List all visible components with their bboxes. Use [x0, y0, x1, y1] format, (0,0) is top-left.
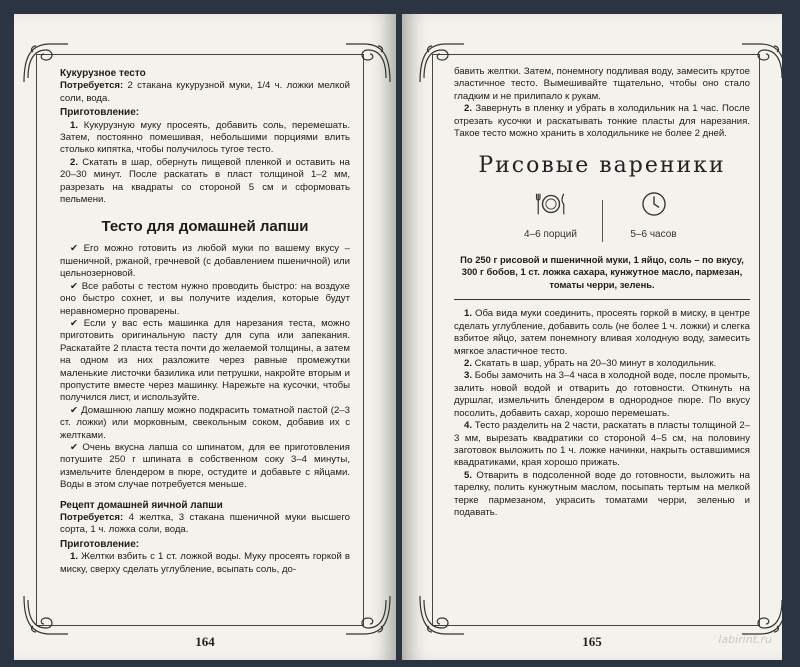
step-text: Скатать в шар, обернуть пищевой пленкой и оставить на 20–30 минут. После раскатать в пласт толщиной 1–2 мм, разрезать на квадраты со стороной 5 см и сформовать пельмени. [60, 156, 350, 206]
prep-label: Приготовление: [60, 538, 140, 550]
time-text: 5–6 часов [630, 229, 677, 241]
step-paragraph [454, 370, 750, 420]
need-label: Потребуется: [60, 80, 124, 92]
time-block [609, 187, 699, 242]
step-number: 1. [70, 119, 79, 131]
clock-icon [637, 187, 671, 221]
right-page-content [454, 66, 750, 519]
corner-ornament-icon [416, 592, 464, 640]
corner-ornament-icon [20, 592, 68, 640]
step-paragraph [454, 470, 750, 520]
portions-text: 4–6 порций [524, 229, 577, 241]
step-text: Бобы замочить на 3–4 часа в холодной воде, после промыть, залить новой водой и отварить до готовности. Откинуть на дуршлаг, измельчить блендером в однородное пюре. По вкусу посолить, добавить сахар, хорошо перемешать. [454, 370, 750, 419]
step-text: Желтки взбить с 1 ст. ложкой воды. Муку просеять горкой в миску, сверху сделать углубление, всыпать соль, до- [60, 551, 350, 575]
recipe-meta [454, 187, 750, 242]
step-number: 1. [464, 308, 473, 320]
step-number: 4. [464, 420, 473, 432]
step-paragraph [60, 157, 350, 207]
step-text: Тесто разделить на 2 части, раскатать в пласты толщиной 2–3 мм, вырезать квадратики со стороной 4–5 см, на половину заготовок выложить по 1 ч. ложке начинки, накрыть оставшимися квадратиками, края хорошо прижать. [454, 420, 750, 469]
step-paragraph [454, 358, 750, 370]
corner-ornament-icon [346, 38, 394, 86]
step-paragraph [454, 420, 750, 470]
section-title: Тесто для домашней лапши [101, 218, 309, 236]
step-text: Оба вида муки соединить, просеять горкой в миску, в центре сделать углубление, добавить соль (не более 1 ч. ложки) и слегка взбитое яйцо, затем понемногу вливая холодную воду, замесить мягкое эластичное тесто. [454, 308, 750, 357]
right-page [402, 14, 782, 660]
recipe-title: Рисовые вареники [478, 153, 726, 179]
tip-paragraph: ✔ Все работы с тестом нужно проводить быстро: на воздухе оно быстро сохнет, и вы получите изделия, которые будут неравномерно проварены. [60, 280, 350, 317]
left-page-content [60, 66, 350, 576]
step-number: 1. [70, 551, 79, 563]
portions-block [506, 187, 596, 242]
left-page [14, 14, 396, 660]
step-paragraph [60, 120, 350, 157]
recipe-heading: Рецепт домашней яичной лапши [60, 499, 223, 511]
corner-ornament-icon [346, 592, 394, 640]
ingredients-paragraph [60, 512, 350, 537]
step-number: 2. [464, 103, 473, 115]
step-number: 2. [464, 358, 473, 370]
step-text: Завернуть в пленку и убрать в холодильник на 1 час. После отрезать кусочки и раскатывать тонкие пласты для нарезания. Такое тесто можно хранить в холодильнике не более 2 дней. [454, 103, 750, 140]
need-label: Потребуется: [60, 512, 124, 523]
step-paragraph [454, 103, 750, 140]
step-text: Кукурузную муку просеять, добавить соль, перемешать. Затем, постоянно помешивая, небольшими порциями влить столько кипятка, чтобы получилось тугое тесто. [60, 119, 350, 156]
meta-divider [602, 200, 603, 242]
continued-paragraph: бавить желтки. Затем, понемногу подливая воду, замесить крутое эластичное тесто. Вымешивайте тщательно, чтобы оно стало гладким и не прилипало к рукам. [454, 66, 750, 102]
need-text: 4 желтка, 3 стакана пшеничной муки высшего сорта, 1 ч. ложка соли, вода. [60, 512, 350, 536]
step-number: 3. [464, 370, 473, 382]
step-number: 5. [464, 469, 473, 481]
tip-paragraph: ✔ Домашнюю лапшу можно подкрасить томатной пастой (2–3 ст. ложки) или морковным, свекольным соком, добавив их с желтками. [60, 404, 350, 441]
step-text: Скатать в шар, убрать на 20–30 минут в холодильник. [472, 358, 717, 370]
ingredients-block: По 250 г рисовой и пшеничной муки, 1 яйцо, соль – по вкусу, 300 г бобов, 1 ст. ложка сахара, кунжутное масло, пармезан, томаты черри, зелень. [460, 253, 744, 290]
tip-paragraph: ✔ Очень вкусна лапша со шпинатом, для ее приготовления потушите 250 г шпината в собственном соку 3–4 минуты, измельчите блендером в пюре, остудите и добавьте с яйцами. Воды в этом случае потребуется меньше. [60, 441, 350, 491]
recipe-heading: Кукурузное тесто [60, 68, 146, 79]
step-number: 2. [70, 156, 79, 168]
tip-paragraph: ✔ Его можно готовить из любой муки по вашему вкусу – пшеничной, ржаной, гречневой (с добавлением пшеничной) или цельнозерновой. [60, 243, 350, 280]
watermark-text: labirint.ru [718, 633, 772, 646]
divider [454, 299, 750, 300]
need-text: 2 стакана кукурузной муки, 1/4 ч. ложки мелкой соли, вода. [60, 80, 350, 104]
step-paragraph [454, 308, 750, 358]
step-text: Отварить в подсоленной воде до готовности, выложить на тарелку, полить кунжутным маслом, посыпать тертым на мелкой терке пармезаном, украсить томатами черри, зеленью и подавать. [454, 469, 750, 518]
step-paragraph [60, 551, 350, 576]
tip-paragraph: ✔ Если у вас есть машинка для нарезания теста, можно приготовить оригинальную пасту для супа или запекания. Раскатайте 2 пласта теста почти до желаемой толщины, а затем на одном из них разложите через равные промежутки маленькие листочки базилика или петрушки, накройте вторым и пропустите вместе через машинку. Нарежьте на кусочки, чтобы получился лист, и используйте. [60, 317, 350, 404]
page-number: 165 [582, 634, 602, 649]
page-number: 164 [195, 634, 215, 649]
plate-cutlery-icon [534, 187, 568, 221]
ingredients-paragraph [60, 80, 350, 105]
prep-label: Приготовление: [60, 107, 140, 119]
